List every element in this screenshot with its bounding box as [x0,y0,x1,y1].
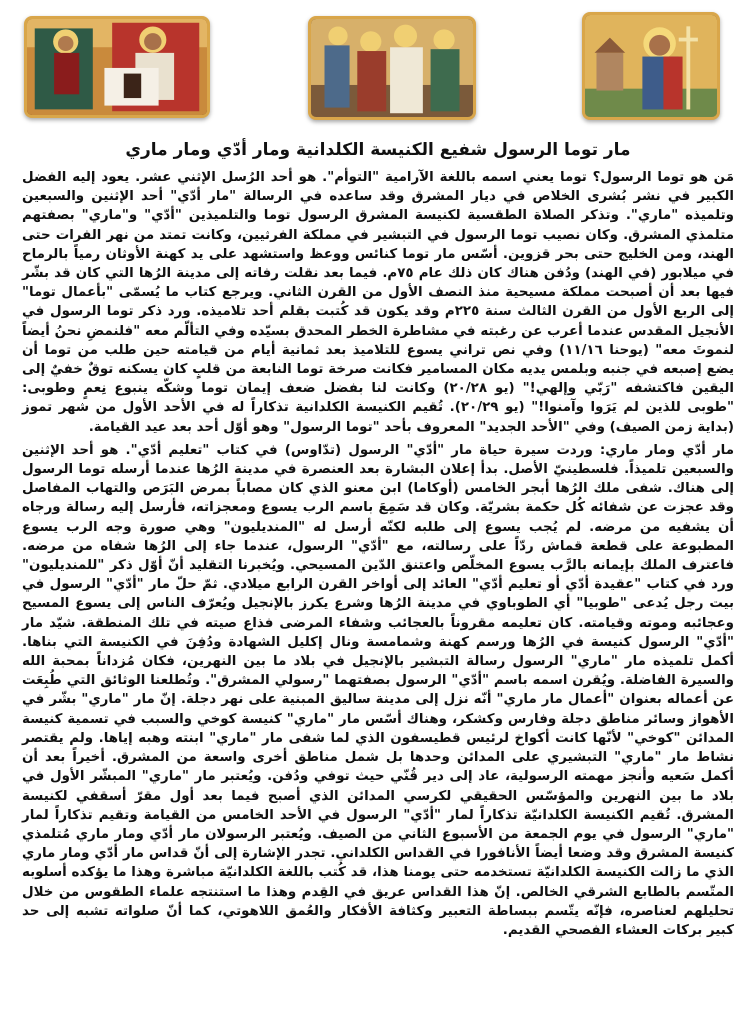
icons-row [0,4,756,122]
icon-thomas-seated [24,16,210,118]
page-title: مار توما الرسول شفيع الكنيسة الكلدانية ومار أدّي ومار ماري [125,140,631,160]
article-body [22,168,734,942]
icon-saint-with-cross [582,12,720,120]
icon-doubting-thomas [308,16,476,120]
paragraph-thomas: مَن هو توما الرسول؟ توما يعني اسمه باللغة الآرامية "التوأم". هو أحد الرُسل الإثني عشر. يعود إليه الفضل الكبير في نشر بُشرى الخلاص في ديار المشرق وقد ساعده في الرسالة "مار أدّي" أحد الإثنين والسبعين وتلميذه "ماري". وتذكر الصلاة الطقسية لكنيسة المشرق الرسول توما والتلميذين "أدّي" و"ماري" بصفتهم متلمذي المشرق. وكان نصيب توما الرسول في التبشير في مملكة الفرثيين، وكانت تمتد من نهر الفرات حتى الهند، ومن الخليج حتى بحر قزوين. أسّس مار توما كنائس ووعظ واستشهد على يد كهنة الأوثان رمياً بالرماح في ميلابور (في الهند) ودُفن هناك كان ذلك عام ٧٥م. فيما بعد نقلت رفاته إلى مدينة الرُها التي كان قد بشّر فيها بعد أن أصبحت مملكة مسيحية منذ النصف الأول من القرن الثاني. ويرجع كتاب ما يُسمّى "بأعمال توما" إلى الربع الأول من القرن الثالث سنة ٢٢٥م وقد يكون قد كُتبت بقلم أحد تلاميذه. ورد ذكر توما الرسول في الأنجيل المقدس عندما أعرب عن رغبته في مشاطرة الخطر المحدق بسيّده وفي التألّم معه "فلنمضِ نحنُ أيضاً لنموتَ معه" (يوحنا ١١/١٦) وفي نص تراني يسوع للتلاميذ بعد ثمانية أيام من قيامته حين طلب من توما أن يضع إصبعه في جنبه وبلمس يديه مكان المسامير فكانت صرخة توما النابعة من قلبٍ كان يسكنه توقٌ خفيٌ إلى اليقين فاكتشفه "رَبّي وإلهي!" (يو ٢٠/٢٨) وكانت لنا بفضل ضعف إيمان توما وشكّه ينبوع نِعمٍ وطوبى: "طوبى للذين لم يَرَوا وآمنوا!" (يو ٢٠/٢٩). تُقيم الكنيسة الكلدانية تذكاراً له في الأحد الأول من شهر تموز (بداية زمن الصيف) وفي "الأحد الجديد" المعروف بأحد "توما الرسول" وهو أوّل أحد بعد عيد القيامة. [22,170,734,435]
paragraph-addai-mari: مار أدّي ومار ماري: وردت سيرة حياة مار "أدّي" الرسول (تدّاوس) في كتاب "تعليم أدّي". هو أحد الإثنين والسبعين تلميذاً. فلسطينيّ الأصل. بدأ إعلان البشارة بعد العنصرة في مدينة الرُها عندما أرسله توما الرسول إلى هناك. شفى ملك الرُها أبجر الخامس (أوكاما) ابن معنو الذي كان مصاباً بمرض البَرَص والتهاب المفاصل وقد عجزت عن شفائه كُل حكمة بشريّة. وكان قد سَمِعَ باسم الرب يسوع ومعجزاته، فأرسل إليه رسالة ورجاه أن يشفيه من مرضه. لم يُجب يسوع إلى طلبه لكنّه أرسل له "المنديليون" وهي صورة وجه الرب يسوع المطبوعة على قطعة قماش ردّاً على رسالته، مع "أدّي" الرسول، عندما جاء إلى الرُها شفاه من مرضه. فاعترف الملك بإيمانه بالرَّب يسوع المخلّص واعتنق الدّين المسيحي. ويُخبرنا التقليد أنّ أوّل ذكر "للمنديليون" ورد في كتاب "عقيدة أدّي أو تعليم أدّي" العائد إلى أواخر القرن الرابع ميلادي. ثمّ حلّ مار "أدّي" الرسول في بيت رجل يُدعى "طوبيا" أي الطوباوي في مدينة الرُها وشرع يكرز بالإنجيل ويُعرّف الناس إلى يسوع المسيح وعجائبه وموته وقيامته. كان تعليمه مقروناً بالعجائب وشفاء المرضى فذاع صيته في تلك المنطقة. شيّد مار "أدّي" الرسول كنيسة في الرُها ورسم كهنة وشمامسة ونال إكليل الشهادة ودُفِنَ في الكنيسة التي بناها. أكمل تلميذه مار "ماري" الرسول رسالة التبشير بالإنجيل في بلاد ما بين النهرين، فكان مُزداناً بمحبة الله والسيرة الفاضلة. ويُقرن اسمه باسم "أدّي" الرسول بصفتهما "رسولي المشرق". وتُطلعنا الوثائق التي طُبِعَت عن أعماله بعنوان "أعمال مار ماري" أنّه نزل إلى مدينة ساليق المبنية على نهر دجلة. إنّ مار "ماري" بشّر في الأهواز وسائر مناطق دجلة وفارس وكشكر، وهناك أسّس مار "ماري" كنيسة كوخي والسبب في تسمية كنيسة المدائن "كوخي" لأنّها كانت أكواخ لرئيس قطيسفون الذي لما شفى مار "ماري" ابنته وهبه إياها. ولم يقتصر نشاط مار "ماري" التبشيري على المدائن وحدها بل شمل مناطق أخرى واسعة من المشرق. أخيراً بعد أن أكمل سَعيه وأنجز مهمته الرسولية، عاد إلى دير قُنّي حيث توفي ودُفن. ويُعتبر مار "ماري" المبشّر الأول في بلاد ما بين النهرين والمؤسّس الحقيقي لكرسي المدائن الذي أصبح فيما بعد أول مقرّ أسقفي لكنيسة المشرق. تُقيم الكنيسة الكلدانيّة تذكاراً لمار "أدّي" الرسول في الأحد الخامس من القيامة وتقيم تذكاراً لمار "ماري" الرسول في يوم الجمعة من الأسبوع الثاني من الصيف. ويُعتبر الرسولان مار أدّي ومار ماري مُتلمذي كنيسة المشرق وقد وضعا أيضاً الأنافورا في القداس الكلداني. تجدر الإشارة إلى أنّ قداس مار أدّي ومار ماري الذي ما زالت الكنيسة الكلدانيّة تستخدمه حتى يومنا هذا، قد كُتب باللغة الكلدانيّة مباشرة وهذا ما يؤكده أسلوبه المتّسم بالطابع الشرقي الخالص. إنّ هذا القداس عريق في القِدم وهذا ما استنتجه علماء الطقوس من خلال تحليلهم لعناصره، فإنّه يتّسم ببساطة التعبير وكثافة الأفكار والعُمق اللاهوتي، كما أنّ صلواته تشبه إلى حد كبير بركات العشاء الفصحي القديم. [22,442,734,938]
